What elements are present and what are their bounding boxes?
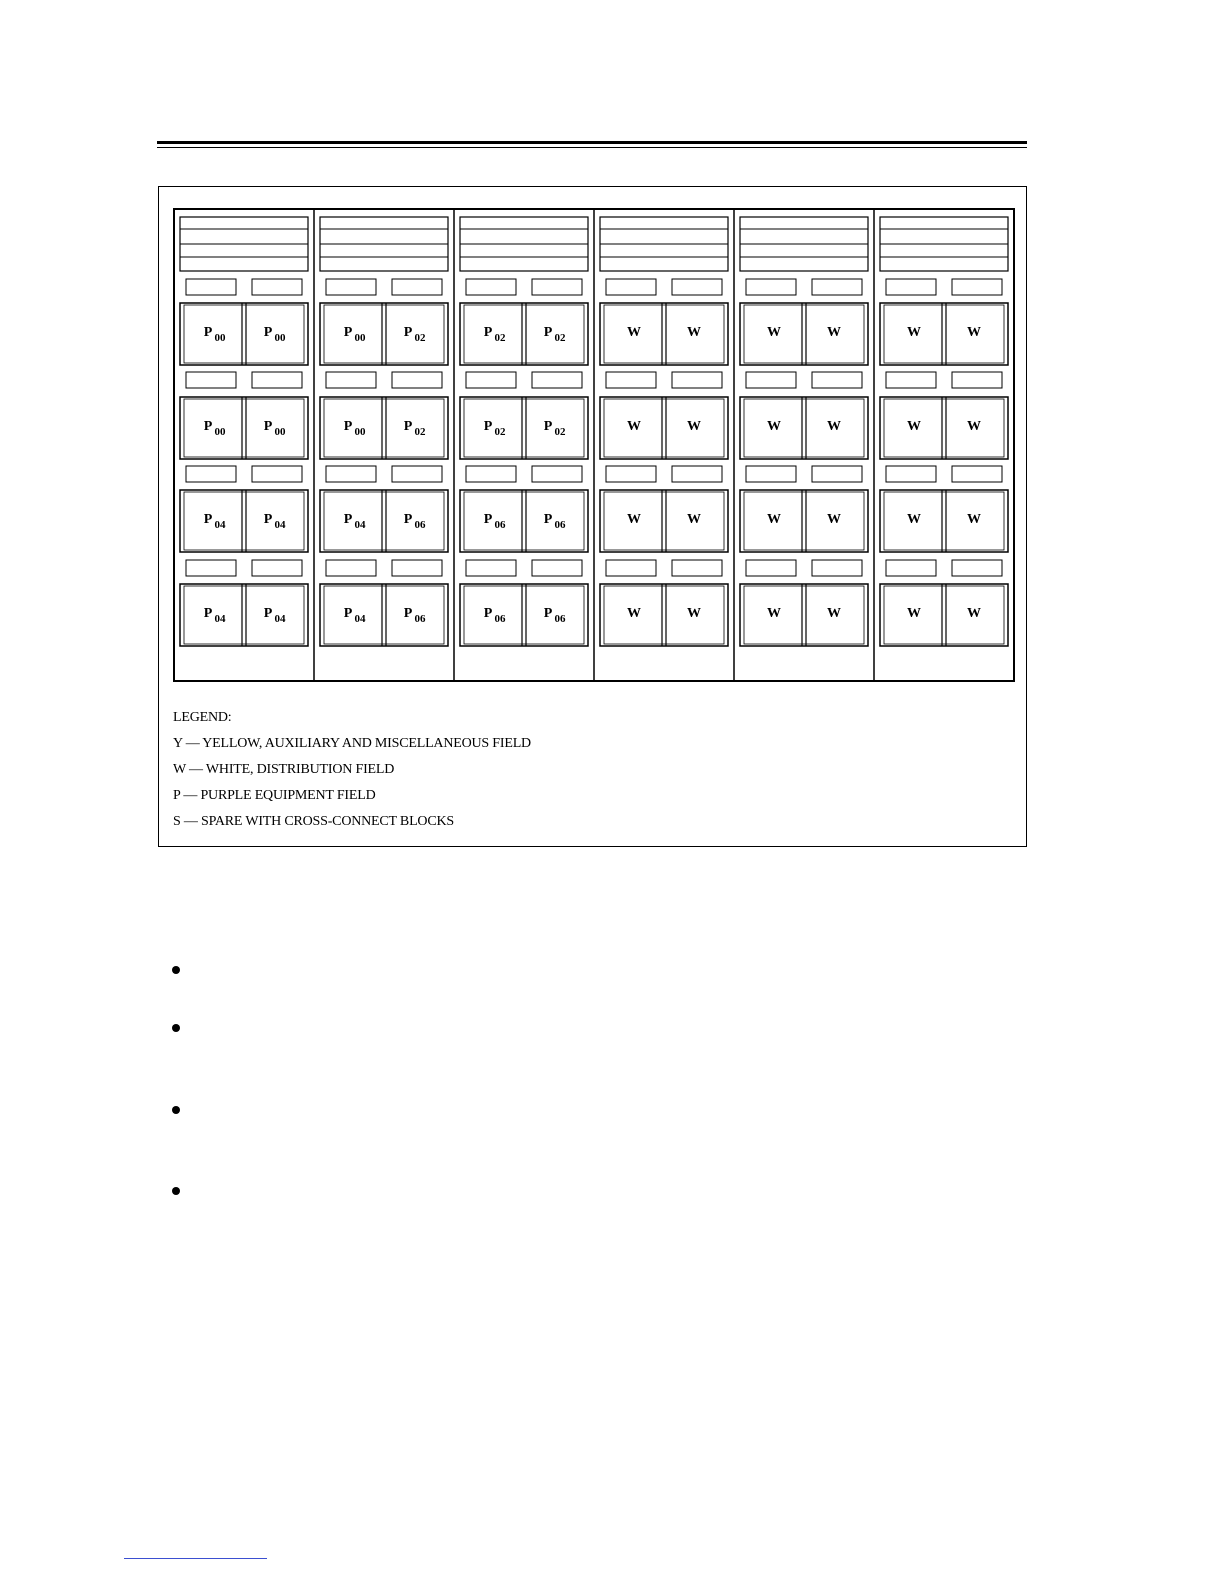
legend-item-purple: P — PURPLE EQUIPMENT FIELD [173, 788, 376, 803]
field-label: P [203, 325, 213, 340]
designation-strip [672, 372, 722, 388]
header-rule-thin [157, 147, 1027, 148]
designation-strip [746, 560, 796, 576]
connecting-block [740, 584, 868, 646]
field-label: P [543, 512, 553, 527]
field-label: P [483, 512, 493, 527]
designation-strip [672, 466, 722, 482]
connecting-block [320, 584, 448, 646]
designation-strip [326, 466, 376, 482]
field-label-subscript: 04 [354, 519, 366, 531]
field-label: W [687, 419, 701, 434]
figure-frame [158, 186, 1027, 847]
field-label-subscript: 02 [554, 332, 566, 344]
field-label: W [907, 325, 921, 340]
field-label: P [403, 419, 413, 434]
connecting-block-inner [184, 492, 304, 550]
connecting-block [180, 397, 308, 459]
connecting-block-inner [184, 399, 304, 457]
connecting-block-inner [464, 305, 584, 363]
field-label: P [343, 419, 353, 434]
designation-strip [672, 560, 722, 576]
designation-strip [532, 372, 582, 388]
designation-strip [886, 279, 936, 295]
field-label: W [967, 325, 981, 340]
field-label: P [543, 419, 553, 434]
designation-strip [466, 466, 516, 482]
designation-strip [886, 560, 936, 576]
designation-strip [186, 372, 236, 388]
bullet-point-4 [172, 1187, 180, 1195]
designation-strip [886, 466, 936, 482]
field-label: P [543, 606, 553, 621]
connecting-block [460, 584, 588, 646]
field-label: W [627, 419, 641, 434]
designation-strip [952, 279, 1002, 295]
legend-item-white: W — WHITE, DISTRIBUTION FIELD [173, 762, 395, 777]
field-label: P [263, 606, 273, 621]
field-label: W [767, 512, 781, 527]
designation-strip [326, 279, 376, 295]
field-label: W [907, 419, 921, 434]
connecting-block-inner [324, 399, 444, 457]
designation-strip [252, 279, 302, 295]
field-label: W [907, 512, 921, 527]
designation-strip [186, 279, 236, 295]
connecting-block-inner [464, 492, 584, 550]
connecting-block-inner [884, 305, 1004, 363]
designation-strip [466, 279, 516, 295]
connecting-block-inner [324, 586, 444, 644]
field-label-subscript: 00 [274, 426, 286, 438]
designation-strip [746, 372, 796, 388]
connecting-block-inner [604, 492, 724, 550]
connecting-block-inner [884, 586, 1004, 644]
designation-strip [606, 372, 656, 388]
field-label: W [827, 325, 841, 340]
field-label-subscript: 00 [214, 426, 226, 438]
field-label: W [767, 419, 781, 434]
connecting-block-inner [744, 305, 864, 363]
designation-strip [392, 279, 442, 295]
connecting-block-inner [324, 492, 444, 550]
field-label: W [627, 606, 641, 621]
field-label: W [687, 325, 701, 340]
designation-strip [392, 466, 442, 482]
field-label-subscript: 06 [414, 613, 426, 625]
field-label-subscript: 06 [554, 613, 566, 625]
field-label-subscript: 06 [554, 519, 566, 531]
connecting-block [880, 490, 1008, 552]
field-label: W [687, 606, 701, 621]
connecting-block-inner [464, 399, 584, 457]
field-label: P [263, 419, 273, 434]
designation-strip [952, 560, 1002, 576]
designation-strip [952, 372, 1002, 388]
designation-strip [392, 560, 442, 576]
connecting-block-inner [184, 305, 304, 363]
designation-strip [186, 466, 236, 482]
field-label-subscript: 04 [214, 519, 226, 531]
designation-strip [466, 372, 516, 388]
field-label-subscript: 04 [274, 613, 286, 625]
designation-strip [532, 560, 582, 576]
field-label-subscript: 00 [354, 426, 366, 438]
field-label: P [483, 419, 493, 434]
designation-strip [326, 372, 376, 388]
connecting-block [460, 303, 588, 365]
connecting-block [180, 584, 308, 646]
connecting-block [600, 490, 728, 552]
connecting-block-inner [604, 399, 724, 457]
connecting-block [320, 490, 448, 552]
field-label-subscript: 06 [414, 519, 426, 531]
connecting-block [180, 490, 308, 552]
field-label: P [203, 419, 213, 434]
connecting-block [320, 303, 448, 365]
designation-strip [812, 466, 862, 482]
connecting-block-inner [744, 586, 864, 644]
connecting-block [600, 303, 728, 365]
field-label: W [967, 419, 981, 434]
legend [173, 705, 531, 835]
field-label: P [483, 325, 493, 340]
field-label: W [967, 512, 981, 527]
connecting-block [740, 303, 868, 365]
field-label: P [403, 606, 413, 621]
connecting-block-inner [604, 305, 724, 363]
field-label-subscript: 02 [554, 426, 566, 438]
designation-strip [812, 560, 862, 576]
field-label: W [827, 419, 841, 434]
designation-strip [746, 466, 796, 482]
designation-strip [672, 279, 722, 295]
connecting-block-inner [744, 399, 864, 457]
field-label: W [827, 606, 841, 621]
connecting-block-inner [184, 586, 304, 644]
connecting-block-inner [604, 586, 724, 644]
connecting-block [600, 397, 728, 459]
connecting-block [320, 397, 448, 459]
connecting-block [460, 490, 588, 552]
field-label-subscript: 02 [494, 426, 506, 438]
field-label-subscript: 04 [354, 613, 366, 625]
connecting-block [880, 584, 1008, 646]
connecting-block [880, 303, 1008, 365]
bullet-point-3 [172, 1106, 180, 1114]
designation-strip [532, 466, 582, 482]
field-label: W [687, 512, 701, 527]
field-label: P [403, 512, 413, 527]
field-label: P [263, 512, 273, 527]
field-label: P [403, 325, 413, 340]
designation-strip [606, 560, 656, 576]
field-label: P [343, 512, 353, 527]
field-label: W [627, 512, 641, 527]
field-label: W [627, 325, 641, 340]
field-label-subscript: 06 [494, 613, 506, 625]
designation-strip [532, 279, 582, 295]
field-label: P [203, 512, 213, 527]
field-label-subscript: 00 [274, 332, 286, 344]
field-label-subscript: 00 [214, 332, 226, 344]
field-label: P [343, 606, 353, 621]
legend-item-spare: S — SPARE WITH CROSS-CONNECT BLOCKS [173, 814, 454, 829]
bullet-point-2 [172, 1024, 180, 1032]
field-label: W [767, 606, 781, 621]
designation-strip [746, 279, 796, 295]
designation-strip [952, 466, 1002, 482]
connecting-block-inner [744, 492, 864, 550]
field-label: P [483, 606, 493, 621]
connecting-block [600, 584, 728, 646]
field-label-subscript: 00 [354, 332, 366, 344]
legend-title: LEGEND: [173, 710, 232, 725]
connecting-block [740, 397, 868, 459]
field-label-subscript: 04 [214, 613, 226, 625]
designation-strip [606, 466, 656, 482]
field-label: W [767, 325, 781, 340]
connecting-block-inner [884, 399, 1004, 457]
field-label: P [203, 606, 213, 621]
connecting-block-inner [324, 305, 444, 363]
bullet-point-1 [172, 966, 180, 974]
connecting-block [880, 397, 1008, 459]
field-label: W [827, 512, 841, 527]
connecting-block [460, 397, 588, 459]
field-label: W [907, 606, 921, 621]
connecting-block-inner [884, 492, 1004, 550]
designation-strip [252, 466, 302, 482]
designation-strip [326, 560, 376, 576]
field-label-subscript: 06 [494, 519, 506, 531]
designation-strip [812, 372, 862, 388]
field-label: P [543, 325, 553, 340]
designation-strip [606, 279, 656, 295]
designation-strip [252, 560, 302, 576]
designation-strip [466, 560, 516, 576]
field-label: W [967, 606, 981, 621]
connecting-block [740, 490, 868, 552]
field-label: P [343, 325, 353, 340]
connecting-block-inner [464, 586, 584, 644]
designation-strip [392, 372, 442, 388]
header-rule [157, 141, 1027, 144]
footnote-rule [124, 1558, 267, 1559]
designation-strip [886, 372, 936, 388]
designation-strip [252, 372, 302, 388]
field-label-subscript: 02 [414, 426, 426, 438]
designation-strip [812, 279, 862, 295]
designation-strip [186, 560, 236, 576]
field-label-subscript: 02 [494, 332, 506, 344]
field-label-subscript: 02 [414, 332, 426, 344]
field-label-subscript: 04 [274, 519, 286, 531]
connecting-block [180, 303, 308, 365]
field-label: P [263, 325, 273, 340]
legend-item-yellow: Y — YELLOW, AUXILIARY AND MISCELLANEOUS FIELD [173, 736, 531, 751]
